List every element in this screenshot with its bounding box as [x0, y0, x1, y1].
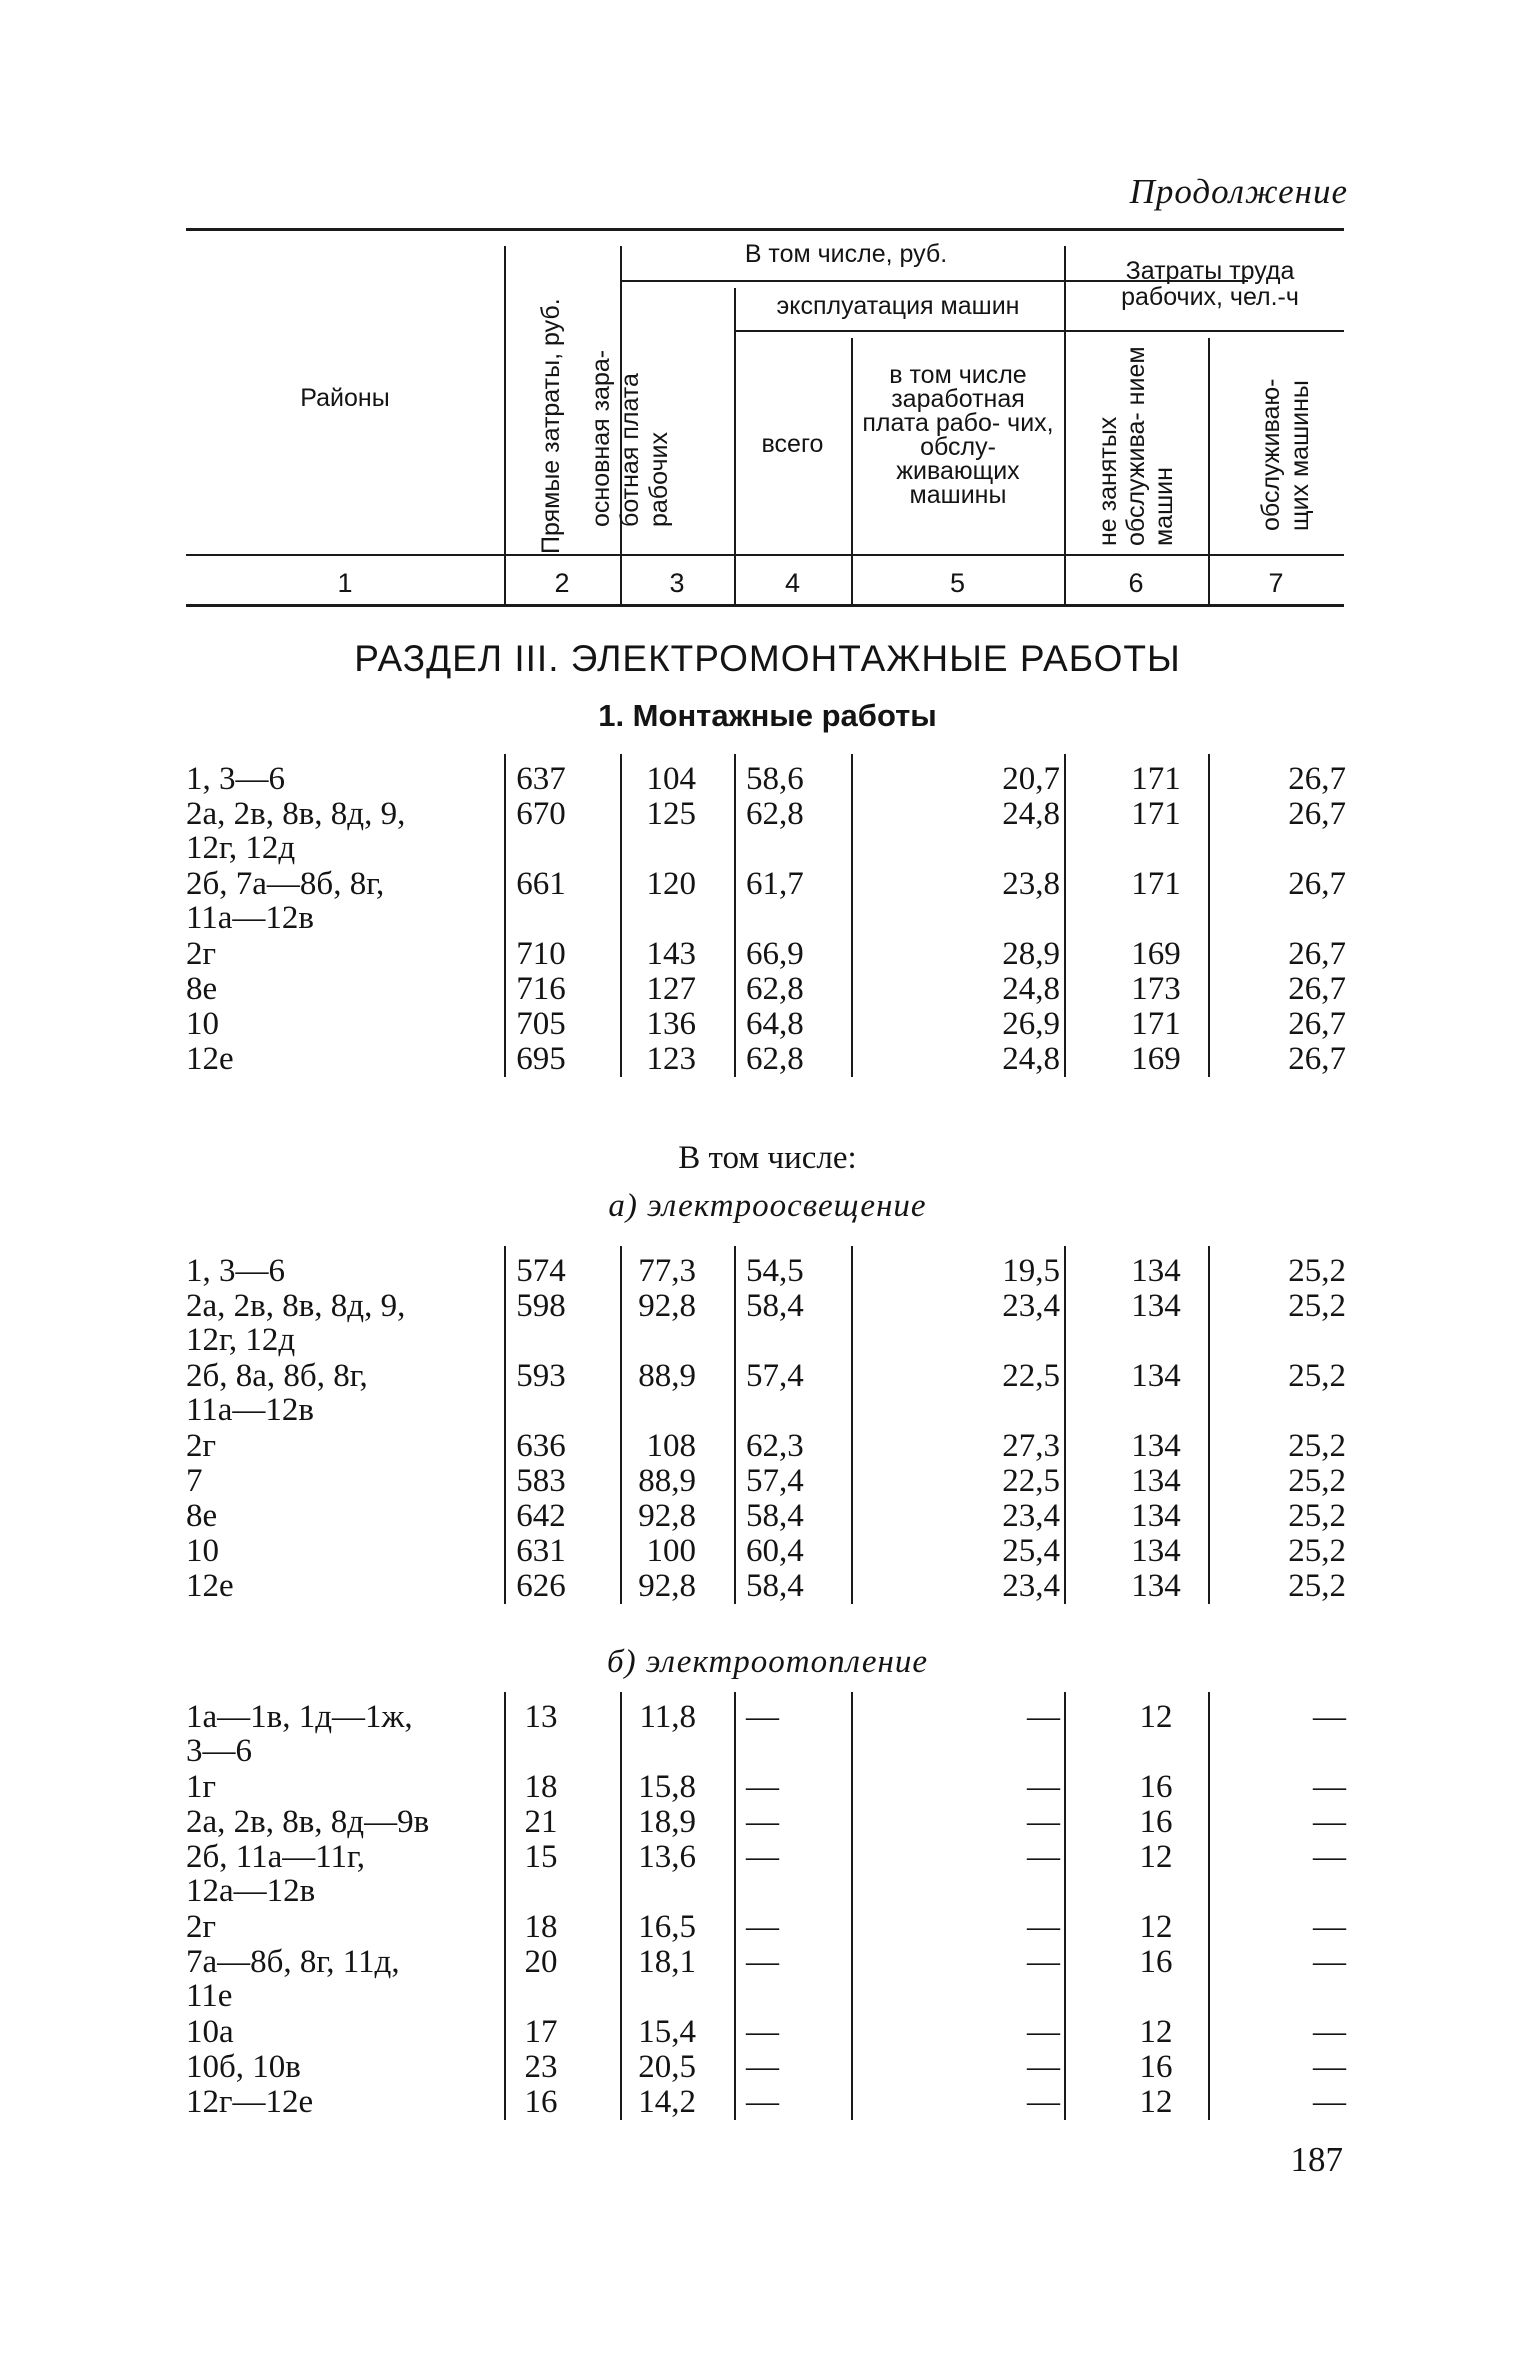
continuation-label: Продолжение: [1129, 172, 1348, 211]
column-rule: [504, 1692, 506, 2120]
value-cell: —: [746, 2084, 779, 2120]
region-line: 1г: [186, 1769, 217, 1805]
value-cell: 16: [1139, 1944, 1173, 1980]
value-cell: 25,2: [1288, 1533, 1346, 1569]
value-cell: 12: [1139, 2014, 1173, 2050]
value-cell: 642: [516, 1498, 566, 1534]
table-block-lighting: [186, 1254, 1344, 1614]
column-rule: [620, 1692, 622, 2120]
value-cell: 134: [1131, 1568, 1181, 1604]
value-cell: 92,8: [638, 1288, 696, 1324]
col-number: 5: [949, 568, 966, 598]
value-cell: —: [1313, 1839, 1346, 1875]
value-cell: 25,2: [1288, 1288, 1346, 1324]
table-block-montage: [186, 762, 1344, 1122]
header-not-busy: не занятых обслужива- нием машин: [1094, 346, 1178, 546]
value-cell: 583: [516, 1463, 566, 1499]
region-line: 2б, 8а, 8б, 8г,: [186, 1358, 368, 1394]
region-cell: [186, 2015, 496, 2049]
value-cell: 62,8: [746, 971, 804, 1007]
region-line: 2г: [186, 936, 217, 972]
value-cell: —: [1313, 1944, 1346, 1980]
value-cell: —: [746, 1909, 779, 1945]
value-cell: 593: [516, 1358, 566, 1394]
value-text: —: [1027, 1804, 1060, 1840]
value-cell: 136: [646, 1006, 696, 1042]
value-cell: 16,5: [638, 1909, 696, 1945]
value-cell: 705: [516, 1006, 566, 1042]
value-cell: 16: [1139, 2049, 1173, 2085]
value-cell: 125: [646, 796, 696, 832]
column-rule: [734, 1246, 736, 1604]
value-text: —: [1027, 2084, 1060, 2120]
value-cell: 12: [1139, 2084, 1173, 2120]
region-cell: [186, 762, 496, 796]
region-cell: [186, 1805, 496, 1839]
value-cell: —: [746, 1769, 779, 1805]
value-cell: —: [746, 1804, 779, 1840]
including-label: В том числе:: [678, 1140, 857, 1176]
region-line: 1, 3—6: [186, 1253, 285, 1289]
value-cell: 670: [516, 796, 566, 832]
value-cell: 88,9: [638, 1463, 696, 1499]
value-cell: 26,7: [1288, 796, 1346, 832]
region-line: 2а, 2в, 8в, 8д—9в: [186, 1804, 430, 1840]
value-cell: 100: [646, 1533, 696, 1569]
value-cell: —: [746, 1839, 779, 1875]
value-cell: —: [1313, 1769, 1346, 1805]
value-cell: 120: [646, 866, 696, 902]
subtitle-lighting: а) электроосвещение: [608, 1188, 927, 1224]
column-rule: [1064, 1246, 1066, 1604]
value-cell: 25,2: [1288, 1463, 1346, 1499]
region-cell: [186, 2050, 496, 2084]
value-cell: 61,7: [746, 866, 804, 902]
value-cell: 13,6: [638, 1839, 696, 1875]
value-cell: 15,4: [638, 2014, 696, 2050]
column-rule: [851, 1692, 853, 2120]
value-cell: 108: [646, 1428, 696, 1464]
region-cell: [186, 937, 496, 971]
value-cell: 16: [1139, 1769, 1173, 1805]
col-number: 7: [1268, 568, 1284, 598]
value-text: 24,8: [1002, 1041, 1060, 1077]
col-number: 1: [337, 568, 353, 598]
column-rule: [1064, 754, 1066, 1077]
value-cell: 716: [516, 971, 566, 1007]
value-cell: 134: [1131, 1288, 1181, 1324]
region-cell: [186, 1840, 496, 1908]
region-cell: [186, 1254, 496, 1288]
value-cell: 14,2: [638, 2084, 696, 2120]
region-cell: [186, 1007, 496, 1041]
value-cell: 92,8: [638, 1568, 696, 1604]
region-cell: [186, 1042, 496, 1076]
header-machine-wages: в том числе заработная плата рабо- чих, обслу- живающих машины: [862, 361, 1054, 509]
region-line: 1, 3—6: [186, 761, 285, 797]
region-cell: [186, 797, 496, 865]
header-group-incl: В том числе, руб.: [744, 240, 948, 268]
value-cell: 17: [524, 2014, 558, 2050]
col-number: 3: [669, 568, 685, 598]
value-cell: 631: [516, 1533, 566, 1569]
value-cell: 26,7: [1288, 936, 1346, 972]
col-number: 4: [784, 568, 801, 598]
value-cell: —: [746, 1944, 779, 1980]
value-cell: 18: [524, 1909, 558, 1945]
column-rule: [620, 754, 622, 1077]
region-cell: [186, 1464, 496, 1498]
value-cell: 636: [516, 1428, 566, 1464]
value-cell: 58,4: [746, 1498, 804, 1534]
value-text: —: [1027, 1769, 1060, 1805]
value-cell: 26,7: [1288, 1041, 1346, 1077]
column-rule: [504, 754, 506, 1077]
value-cell: 143: [646, 936, 696, 972]
region-cell: [186, 1499, 496, 1533]
value-cell: 26,7: [1288, 866, 1346, 902]
column-rule: [504, 1246, 506, 1604]
header-vline: [1064, 246, 1066, 606]
header-vline: [851, 338, 853, 606]
subsection-title: 1. Монтажные работы: [598, 698, 937, 733]
numbers-bottom-rule: [186, 604, 1344, 607]
region-cell: [186, 1534, 496, 1568]
value-cell: 15,8: [638, 1769, 696, 1805]
column-rule: [734, 754, 736, 1077]
value-cell: —: [1313, 2014, 1346, 2050]
region-cell: [186, 867, 496, 935]
value-cell: —: [1313, 1699, 1346, 1735]
header-vline: [1208, 338, 1210, 606]
region-cell: [186, 1429, 496, 1463]
value-cell: 20,5: [638, 2049, 696, 2085]
region-line: 12е: [186, 1041, 234, 1077]
value-cell: —: [1313, 2084, 1346, 2120]
header-vline: [504, 246, 506, 606]
value-cell: 16: [524, 2084, 558, 2120]
table-header: [186, 228, 1344, 610]
header-serving: обслуживаю- щих машины: [1257, 378, 1314, 531]
region-line: 3—6: [186, 1733, 252, 1769]
value-cell: 171: [1131, 761, 1181, 797]
value-cell: —: [746, 2014, 779, 2050]
value-cell: —: [746, 1699, 779, 1735]
value-cell: 26,7: [1288, 1006, 1346, 1042]
region-line: 11е: [186, 1978, 233, 2014]
region-line: 10б, 10в: [186, 2049, 301, 2085]
value-cell: 64,8: [746, 1006, 804, 1042]
value-cell: 574: [516, 1253, 566, 1289]
value-text: 22,5: [1002, 1463, 1060, 1499]
value-cell: 169: [1131, 1041, 1181, 1077]
value-text: —: [1027, 1944, 1060, 1980]
region-line: 12г, 12д: [186, 830, 296, 866]
value-cell: 134: [1131, 1428, 1181, 1464]
value-text: 26,9: [1002, 1006, 1060, 1042]
value-cell: 88,9: [638, 1358, 696, 1394]
value-text: 23,4: [1002, 1498, 1060, 1534]
value-text: 24,8: [1002, 971, 1060, 1007]
value-cell: 77,3: [638, 1253, 696, 1289]
region-line: 2а, 2в, 8в, 8д, 9,: [186, 796, 406, 832]
value-text: 23,4: [1002, 1568, 1060, 1604]
value-cell: 695: [516, 1041, 566, 1077]
region-line: 11а—12в: [186, 900, 315, 936]
region-cell: [186, 972, 496, 1006]
column-rule: [1208, 1246, 1210, 1604]
value-cell: 57,4: [746, 1463, 804, 1499]
value-text: —: [1027, 1699, 1060, 1735]
value-cell: 92,8: [638, 1498, 696, 1534]
region-line: 2г: [186, 1428, 217, 1464]
value-text: 25,4: [1002, 1533, 1060, 1569]
value-cell: 134: [1131, 1463, 1181, 1499]
page-number: 187: [1290, 2140, 1343, 2179]
value-text: 27,3: [1002, 1428, 1060, 1464]
value-cell: 134: [1131, 1358, 1181, 1394]
value-text: —: [1027, 2049, 1060, 2085]
value-cell: 171: [1131, 1006, 1181, 1042]
region-line: 7: [186, 1463, 203, 1499]
value-cell: 25,2: [1288, 1498, 1346, 1534]
value-cell: 60,4: [746, 1533, 804, 1569]
value-cell: —: [1313, 1804, 1346, 1840]
value-cell: 127: [646, 971, 696, 1007]
region-line: 7а—8б, 8г, 11д,: [186, 1944, 400, 1980]
value-cell: —: [1313, 1909, 1346, 1945]
value-cell: 25,2: [1288, 1568, 1346, 1604]
value-cell: 57,4: [746, 1358, 804, 1394]
value-cell: 104: [646, 761, 696, 797]
value-cell: 58,4: [746, 1568, 804, 1604]
region-cell: [186, 1770, 496, 1804]
value-cell: 25,2: [1288, 1253, 1346, 1289]
region-cell: [186, 1910, 496, 1944]
column-rule: [1208, 754, 1210, 1077]
region-cell: [186, 1569, 496, 1603]
region-line: 12а—12в: [186, 1873, 316, 1909]
header-direct-costs: Прямые затраты, руб.: [537, 298, 565, 554]
value-cell: 171: [1131, 796, 1181, 832]
value-cell: —: [746, 2049, 779, 2085]
value-text: 22,5: [1002, 1358, 1060, 1394]
header-regions: Районы: [300, 384, 390, 412]
value-cell: 18,1: [638, 1944, 696, 1980]
column-rule: [851, 1246, 853, 1604]
header-wages: основная зара- ботная плата рабочих: [587, 349, 673, 527]
region-line: 2б, 7а—8б, 8г,: [186, 866, 385, 902]
value-cell: 62,8: [746, 796, 804, 832]
value-cell: 25,2: [1288, 1428, 1346, 1464]
region-line: 12е: [186, 1568, 234, 1604]
value-cell: 20: [524, 1944, 558, 1980]
value-cell: 13: [524, 1699, 558, 1735]
header-top-rule: [186, 228, 1344, 231]
value-cell: 15: [524, 1839, 558, 1875]
value-cell: 62,3: [746, 1428, 804, 1464]
value-cell: 12: [1139, 1699, 1173, 1735]
value-cell: 123: [646, 1041, 696, 1077]
value-cell: 58,6: [746, 761, 804, 797]
col-number: 6: [1128, 568, 1144, 598]
region-line: 1а—1в, 1д—1ж,: [186, 1699, 413, 1735]
value-cell: 23: [524, 2049, 558, 2085]
subtitle-heating: б) электроотопление: [607, 1644, 928, 1680]
column-rule: [620, 1246, 622, 1604]
region-line: 10а: [186, 2014, 234, 2050]
value-cell: 12: [1139, 1839, 1173, 1875]
value-cell: 18: [524, 1769, 558, 1805]
value-cell: 62,8: [746, 1041, 804, 1077]
region-line: 2г: [186, 1909, 217, 1945]
region-line: 12г, 12д: [186, 1322, 296, 1358]
header-total: всего: [761, 430, 824, 458]
column-rule: [1208, 1692, 1210, 2120]
value-text: 19,5: [1002, 1253, 1060, 1289]
value-text: —: [1027, 1909, 1060, 1945]
column-rule: [734, 1692, 736, 2120]
column-rule: [851, 754, 853, 1077]
value-cell: 16: [1139, 1804, 1173, 1840]
value-cell: 21: [524, 1804, 558, 1840]
region-cell: [186, 2085, 496, 2119]
value-cell: 169: [1131, 936, 1181, 972]
value-cell: 26,7: [1288, 761, 1346, 797]
region-line: 8е: [186, 1498, 218, 1534]
section-title: РАЗДЕЛ III. ЭЛЕКТРОМОНТАЖНЫЕ РАБОТЫ: [354, 638, 1181, 679]
table-block-heating: [186, 1700, 1344, 2120]
value-text: 28,9: [1002, 936, 1060, 972]
value-cell: 134: [1131, 1498, 1181, 1534]
region-line: 10: [186, 1533, 219, 1569]
header-group-machines: эксплуатация машин: [776, 292, 1020, 320]
value-cell: 18,9: [638, 1804, 696, 1840]
value-cell: —: [1313, 2049, 1346, 2085]
value-text: 23,8: [1002, 866, 1060, 902]
value-cell: 66,9: [746, 936, 804, 972]
region-line: 11а—12в: [186, 1392, 315, 1428]
region-cell: [186, 1700, 496, 1768]
column-rule: [1064, 1692, 1066, 2120]
col-number: 2: [554, 568, 570, 598]
region-line: 10: [186, 1006, 219, 1042]
region-cell: [186, 1289, 496, 1357]
value-text: 24,8: [1002, 796, 1060, 832]
value-cell: 25,2: [1288, 1358, 1346, 1394]
region-line: 2а, 2в, 8в, 8д, 9,: [186, 1288, 406, 1324]
region-line: 8е: [186, 971, 218, 1007]
value-cell: 11,8: [639, 1699, 696, 1735]
value-cell: 12: [1139, 1909, 1173, 1945]
value-cell: 54,5: [746, 1253, 804, 1289]
region-cell: [186, 1359, 496, 1427]
value-cell: 134: [1131, 1533, 1181, 1569]
value-cell: 661: [516, 866, 566, 902]
value-cell: 173: [1131, 971, 1181, 1007]
value-text: —: [1027, 1839, 1060, 1875]
region-cell: [186, 1945, 496, 2013]
header-group-labor: Затраты труда рабочих, чел.-ч: [1121, 257, 1299, 311]
value-cell: 171: [1131, 866, 1181, 902]
value-cell: 134: [1131, 1253, 1181, 1289]
header-bottom-rule: [186, 554, 1344, 556]
value-text: 20,7: [1002, 761, 1060, 797]
value-cell: 598: [516, 1288, 566, 1324]
value-cell: 626: [516, 1568, 566, 1604]
value-text: —: [1027, 2014, 1060, 2050]
value-cell: 710: [516, 936, 566, 972]
value-text: 23,4: [1002, 1288, 1060, 1324]
value-cell: 58,4: [746, 1288, 804, 1324]
value-cell: 26,7: [1288, 971, 1346, 1007]
region-line: 12г—12е: [186, 2084, 314, 2120]
region-line: 2б, 11а—11г,: [186, 1839, 366, 1875]
value-cell: 637: [516, 761, 566, 797]
